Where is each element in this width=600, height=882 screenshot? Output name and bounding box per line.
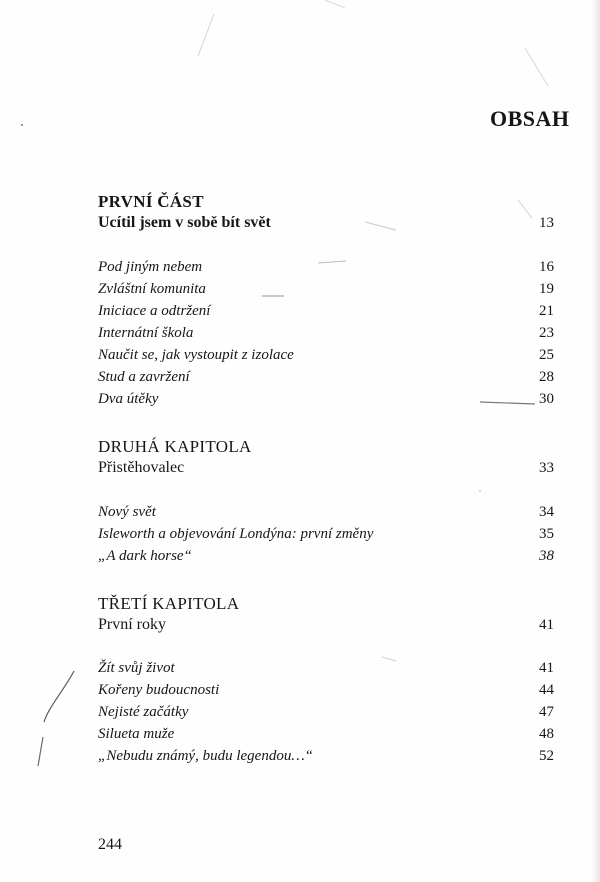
entry-title: Zvláštní komunita [98,281,206,297]
entry-title: Kořeny budoucnosti [98,682,220,698]
toc-entry-row[interactable] [98,259,554,281]
page-number: 33 [539,460,554,476]
part-title: TŘETÍ KAPITOLA [98,594,240,613]
page-number: 28 [539,369,554,385]
toc-entry-row[interactable] [98,369,554,391]
toc-entry-row[interactable] [98,504,554,526]
page-number: 34 [539,504,554,520]
page-number: 21 [539,303,554,319]
toc-entry-row[interactable] [98,281,554,303]
toc-entry-row[interactable] [98,325,554,347]
toc-entry-row[interactable] [98,748,554,770]
page-number: 30 [539,391,554,407]
entry-title: Nejisté začátky [98,704,189,720]
toc-entry-row[interactable] [98,682,554,704]
toc-chapter-row[interactable] [98,459,554,481]
toc-entry-row[interactable] [98,660,554,682]
chapter-title: Přistěhovalec [98,459,185,476]
entry-title: Iniciace a odtržení [98,303,211,319]
entry-title: Pod jiným nebem [98,259,203,275]
toc-entry-row[interactable] [98,548,554,570]
page-number: 41 [539,660,554,676]
part-title: PRVNÍ ČÁST [98,192,204,211]
toc-entry-row[interactable] [98,391,554,413]
entry-title: Isleworth a objevování Londýna: první změny [98,526,374,542]
page-number: 41 [539,617,554,633]
toc-entry-row[interactable] [98,726,554,748]
entry-title: Naučit se, jak vystoupit z izolace [98,347,294,363]
toc-heading: OBSAH [490,106,570,131]
entry-title: Silueta muže [98,726,175,742]
entry-title: Stud a zavržení [98,369,190,385]
entry-title: „Nebudu známý, budu legendou…“ [98,748,313,764]
part-title: DRUHÁ KAPITOLA [98,437,252,456]
toc-entry-row[interactable] [98,347,554,369]
chapter-title: Ucítil jsem v sobě bít svět [98,214,271,231]
page-number: 23 [539,325,554,341]
page-number: 13 [539,215,554,231]
page-number: 48 [539,726,554,742]
page-number: 35 [539,526,554,542]
page-number: 38 [539,548,554,564]
toc-chapter-row[interactable] [98,616,554,638]
toc-entry-row[interactable] [98,303,554,325]
page-number: 52 [539,748,554,764]
toc-entry-row[interactable] [98,526,554,548]
page-number: 16 [539,259,554,275]
entry-title: „A dark horse“ [98,548,192,564]
toc-chapter-row[interactable] [98,214,554,236]
page-number: 19 [539,281,554,297]
page-number: 47 [539,704,554,720]
toc-entry-row[interactable] [98,704,554,726]
chapter-title: První roky [98,616,166,633]
page-number: 25 [539,347,554,363]
entry-title: Žít svůj život [98,660,175,676]
entry-title: Internátní škola [98,325,194,341]
folio-page-number: 244 [98,836,122,853]
entry-title: Nový svět [98,504,156,520]
entry-title: Dva útěky [98,391,159,407]
page-number: 44 [539,682,554,698]
